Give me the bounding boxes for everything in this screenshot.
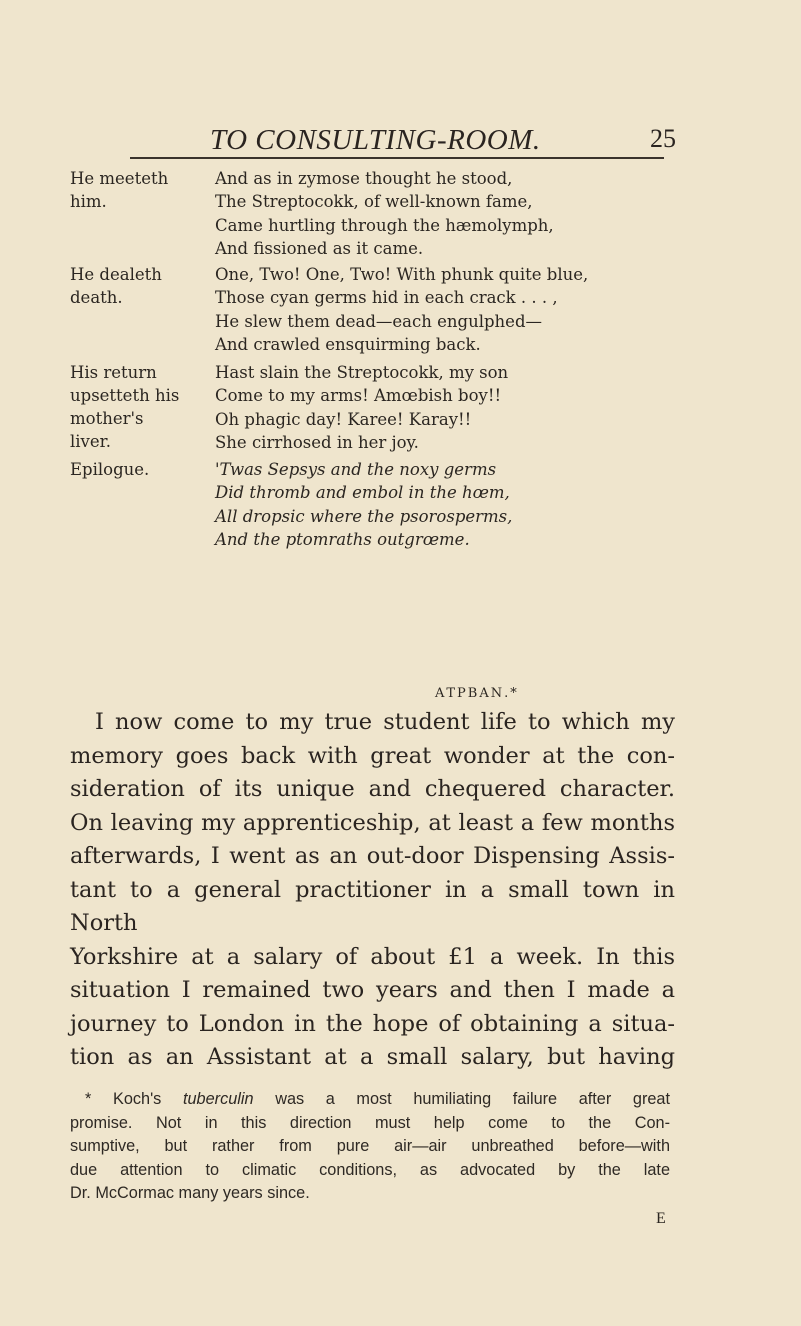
footnote-line: Dr. McCormac many years since.	[70, 1184, 310, 1202]
footnote-text: was a most humiliating failure after great	[275, 1090, 671, 1108]
footnote-lead: Koch's	[112, 1090, 162, 1108]
verse	[215, 361, 735, 455]
verse-line: Hast slain the Streptocokk, my son	[215, 363, 509, 382]
side-note-line: mother's	[70, 409, 144, 428]
verse-line: And the ptomraths outgrœme.	[215, 530, 470, 550]
body-line: tant to a general practitioner in a small town in North	[70, 876, 675, 936]
body-line: afterwards, I went as an out-door Dispensing Assis-	[70, 843, 675, 869]
verse-line: The Streptocokk, of well-known fame,	[215, 192, 533, 212]
side-note	[70, 263, 210, 309]
verse-line: Did thromb and embol in the hœm,	[215, 483, 510, 503]
side-note-line: He dealeth	[70, 265, 162, 284]
body-line: Yorkshire at a salary of about £1 a week. In this	[70, 943, 675, 970]
verse-line: All dropsic where the psorosperms,	[215, 506, 513, 526]
side-note-line: His return	[70, 363, 157, 382]
verse-line: Came hurtling through the hæmolymph,	[215, 215, 554, 235]
footnote-line: promise. Not in this direction must help come to the Con-	[70, 1113, 670, 1132]
running-header: TO CONSULTING-ROOM.	[210, 124, 541, 156]
side-note	[70, 361, 210, 453]
body-line: memory goes back with great wonder at the con-	[70, 742, 675, 769]
side-note	[70, 458, 210, 481]
body-line: journey to London in the hope of obtaining a situa-	[70, 1010, 675, 1037]
footnote-term: tuberculin	[182, 1090, 254, 1108]
body-line: sideration of its unique and chequered character.	[70, 776, 675, 802]
footnote-marker: *	[85, 1090, 92, 1108]
side-note-line: He meeteth	[70, 169, 169, 188]
signature-mark: E	[656, 1210, 666, 1227]
verse-line: And crawled ensquirming back.	[215, 335, 481, 355]
body-line: On leaving my apprenticeship, at least a few months	[70, 809, 675, 836]
header-rule	[130, 157, 664, 159]
side-note-line: Epilogue.	[70, 460, 150, 479]
side-note-line: upsetteth his	[70, 386, 180, 405]
verse	[215, 458, 735, 552]
verse-line: One, Two! One, Two! With phunk quite blue,	[215, 265, 589, 284]
side-note	[70, 167, 210, 213]
side-note-line: liver.	[70, 432, 111, 451]
footnote	[70, 1088, 670, 1206]
verse-line: Come to my arms! Amœbish boy!!	[215, 386, 502, 406]
body-paragraph	[70, 706, 675, 1075]
verse-line: 'Twas Sepsys and the noxy germs	[215, 460, 497, 479]
body-line: situation I remained two years and then I made a	[70, 977, 675, 1003]
footnote-line: due attention to climatic conditions, as advocated by the late	[70, 1160, 670, 1179]
footnote-line	[70, 1088, 670, 1112]
side-note-line: death.	[70, 288, 123, 307]
verse-line: He slew them dead—each engulphed—	[215, 311, 543, 331]
footnote-line: sumptive, but rather from pure air—air unbreathed before—with	[70, 1137, 670, 1155]
body-line: tion as an Assistant at a small salary, but having	[70, 1044, 675, 1070]
verse-line: And fissioned as it came.	[215, 239, 424, 259]
page-number: 25	[650, 124, 676, 153]
body-line: I now come to my true student life to which my	[95, 709, 675, 735]
verse	[215, 263, 735, 357]
verse-line: And as in zymose thought he stood,	[215, 169, 513, 188]
side-note-line: him.	[70, 192, 107, 211]
verse-line: Those cyan germs hid in each crack . . . ,	[215, 288, 558, 308]
poem-signature: ΑΤΡΒΑΝ.*	[435, 686, 519, 701]
verse	[215, 167, 735, 261]
verse-line: She cirrhosed in her joy.	[215, 433, 419, 453]
verse-line: Oh phagic day! Karee! Karay!!	[215, 409, 472, 429]
